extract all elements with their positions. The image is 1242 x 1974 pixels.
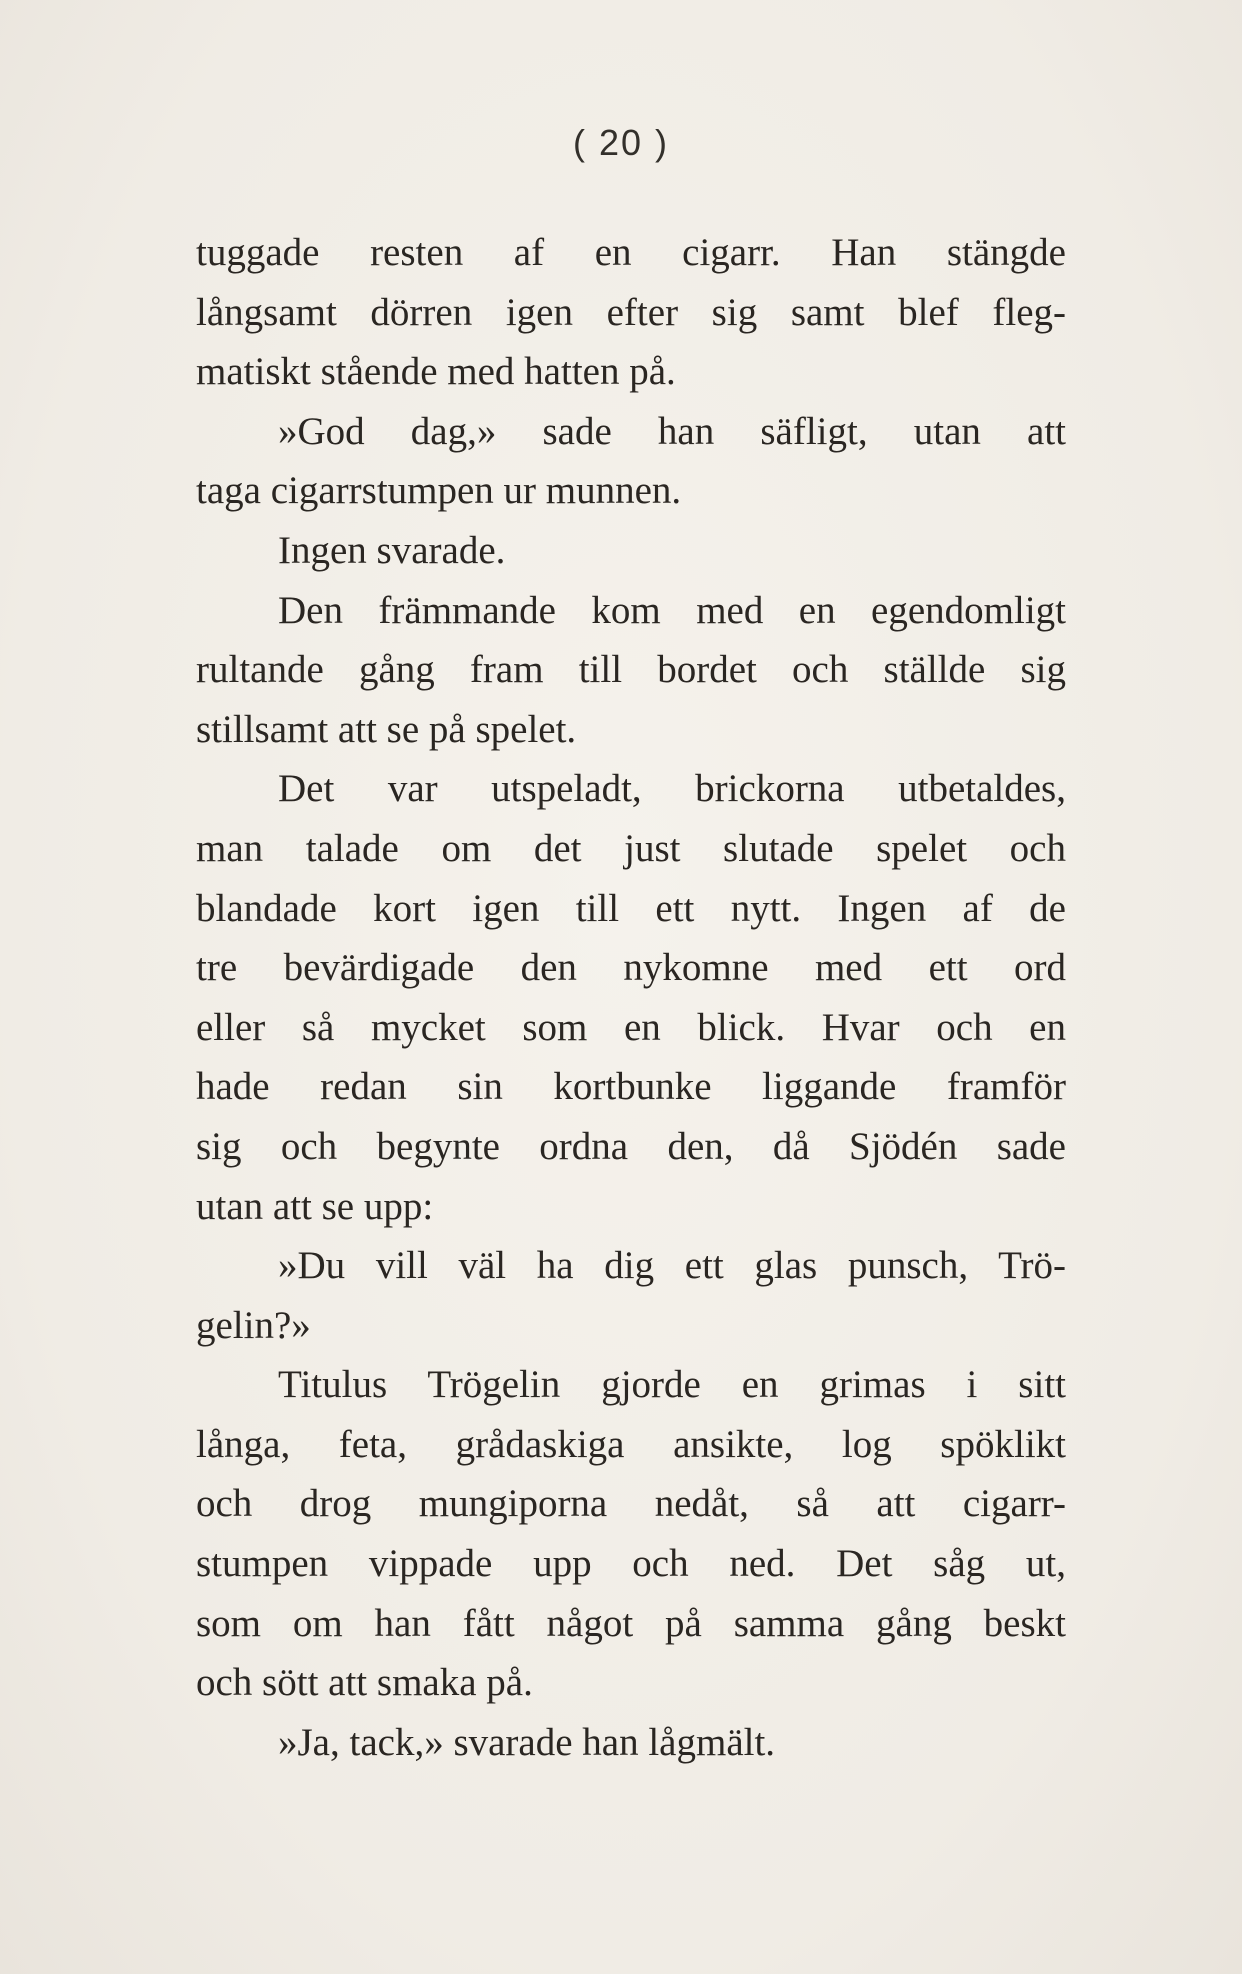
text-line: »Ja, tack,» svarade han lågmält. [278,1720,776,1764]
text-line: Det var utspeladt, brickorna utbetaldes, [278,767,1066,811]
text-line: som om han fått något på samma gång beskt [196,1601,1066,1645]
text-line: tuggade resten af en cigarr. Han stängde [196,231,1066,274]
text-line: taga cigarrstumpen ur munnen. [196,469,682,513]
text-line: eller så mycket som en blick. Hvar och en [196,1005,1066,1049]
text-line: »God dag,» sade han säfligt, utan att [278,409,1066,453]
text-line: sig och begynte ordna den, då Sjödén sade [196,1124,1066,1168]
text-line: Titulus Trögelin gjorde en grimas i sitt [278,1363,1066,1407]
text-line: och drog mungiporna nedåt, så att cigarr- [196,1482,1066,1526]
text-line: Den främmande kom med en egendomligt [278,588,1066,632]
text-line: tre bevärdigade den nykomne med ett ord [196,946,1066,990]
text-line: gelin?» [196,1303,311,1347]
text-line: Ingen svarade. [278,528,506,572]
text-line: hade redan sin kortbunke liggande framför [196,1065,1066,1109]
text-line: rultande gång fram till bordet och ställde sig [196,648,1066,692]
text-line: långsamt dörren igen efter sig samt blef fleg- [196,290,1066,334]
text-line: blandade kort igen till ett nytt. Ingen af de [196,886,1066,930]
text-line: långa, feta, grådaskiga ansikte, log spöklikt [196,1422,1066,1466]
body-text [196,223,1066,1772]
text-line: utan att se upp: [196,1184,434,1228]
text-line: stillsamt att se på spelet. [196,707,577,751]
text-line: och sött att smaka på. [196,1661,533,1705]
text-line: man talade om det just slutade spelet och [196,826,1066,870]
text-line: stumpen vippade upp och ned. Det såg ut, [196,1542,1066,1586]
page-number: ( 20 ) [572,122,670,163]
text-line: matiskt stående med hatten på. [196,350,676,394]
text-line: »Du vill väl ha dig ett glas punsch, Trö- [278,1244,1066,1288]
